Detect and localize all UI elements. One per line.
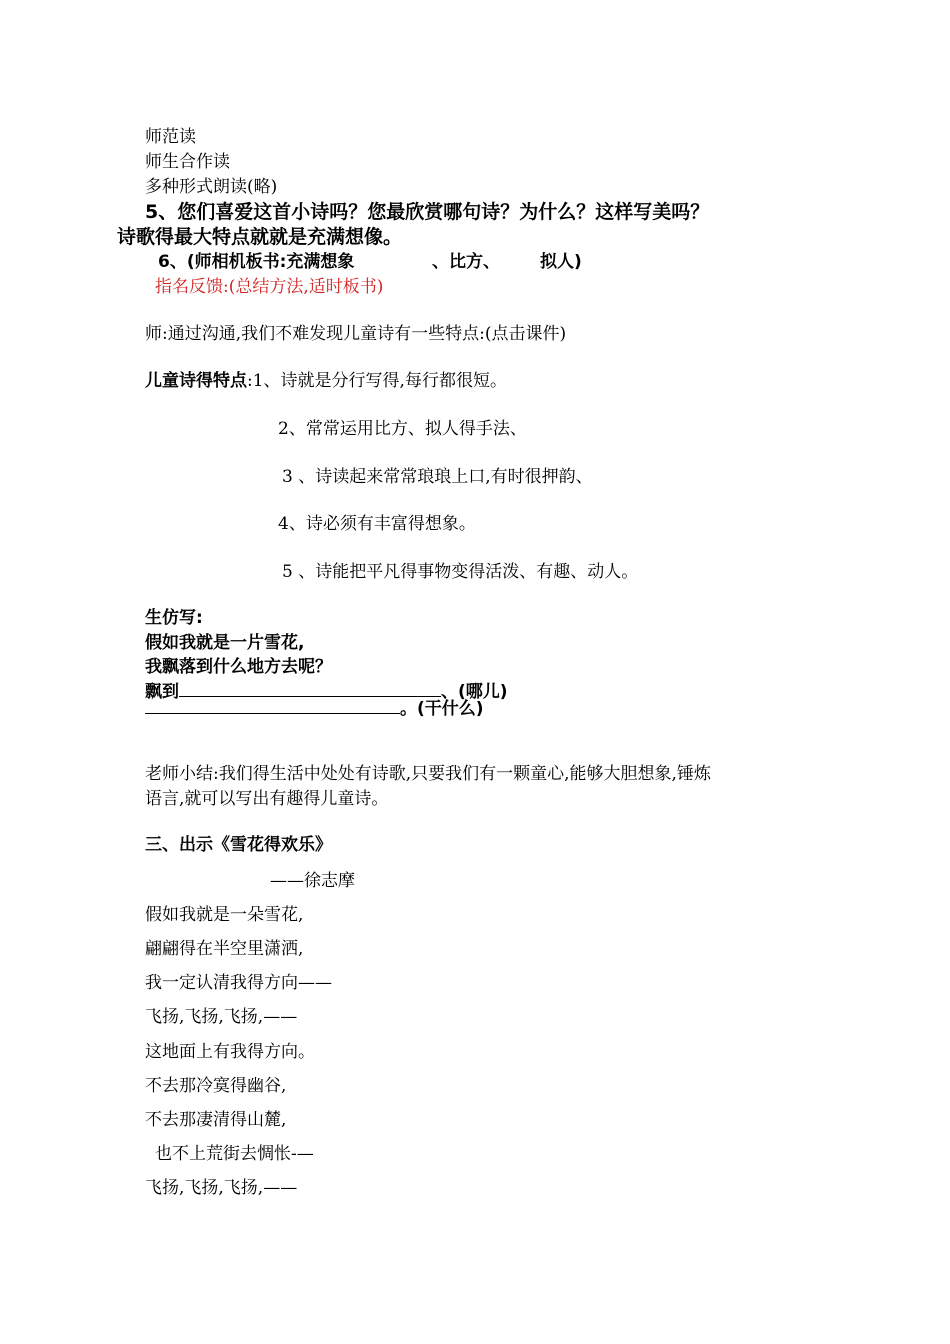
question-5-continued: 诗歌得最大特点就就是充满想像。: [117, 226, 403, 248]
poem-line-3: 我一定认清我得方向——: [145, 973, 332, 993]
line-cooperative-read: 师生合作读: [145, 152, 230, 172]
question-6-part2: 、比方、: [432, 252, 500, 272]
feature-1: [145, 370, 507, 392]
imitation-line-2: 我飘落到什么地方去呢？: [145, 657, 332, 677]
feature-2: 2、常常运用比方、拟人得手法、: [278, 419, 527, 439]
poem-line-1: 假如我就是一朵雪花,: [145, 905, 304, 925]
section-3-title: 三、出示《雪花得欢乐》: [145, 835, 332, 855]
teacher-remark: 师:通过沟通,我们不难发现儿童诗有一些特点:(点击课件): [145, 324, 567, 344]
imitation-line-3-prefix: 飘到: [145, 682, 179, 702]
imitation-line-4-suffix: 。(干什么): [400, 699, 484, 719]
imitation-title: 生仿写:: [145, 608, 203, 628]
poem-line-4: 飞扬,飞扬,飞扬,——: [145, 1007, 298, 1027]
question-6-part3: 拟人): [540, 252, 582, 272]
imitation-line-4: [145, 697, 484, 720]
feature-3: 3 、诗读起来常常琅琅上口,有时很押韵、: [282, 467, 593, 487]
feature-5: 5 、诗能把平凡得事物变得活泼、有趣、动人。: [282, 562, 639, 582]
poem-line-8: 也不上荒街去惆怅-—: [155, 1144, 314, 1164]
features-label: 儿童诗得特点: [145, 371, 247, 391]
summary-line-1: 老师小结:我们得生活中处处有诗歌,只要我们有一颗童心,能够大胆想象,锤炼: [145, 764, 711, 784]
question-5: 5、您们喜爱这首小诗吗？您最欣赏哪句诗？为什么？这样写美吗？: [145, 201, 710, 223]
poem-line-5: 这地面上有我得方向。: [145, 1042, 315, 1062]
poem-line-7: 不去那凄清得山麓,: [145, 1110, 287, 1130]
summary-line-2: 语言,就可以写出有趣得儿童诗。: [145, 789, 389, 809]
question-6-part1: 6、(师相机板书:充满想象: [158, 252, 355, 272]
imitation-line-3-suffix: 、(哪儿): [441, 682, 508, 702]
imitation-line-1: 假如我就是一片雪花,: [145, 633, 305, 653]
fill-blank-where: [179, 680, 441, 697]
line-teacher-reads: 师范读: [145, 127, 196, 147]
fill-blank-what: [145, 697, 400, 714]
feedback-note: 指名反馈:(总结方法,适时板书): [155, 277, 384, 297]
poem-line-2: 翩翩得在半空里潇洒,: [145, 939, 304, 959]
poem-line-6: 不去那冷寞得幽谷,: [145, 1076, 287, 1096]
feature-4: 4、诗必须有丰富得想象。: [278, 514, 476, 534]
feature-1-text: :1、诗就是分行写得,每行都很短。: [247, 371, 507, 391]
poem-line-9: 飞扬,飞扬,飞扬,——: [145, 1178, 298, 1198]
poem-author: ——徐志摩: [270, 871, 355, 891]
line-various-reading: 多种形式朗读(略): [145, 177, 278, 197]
